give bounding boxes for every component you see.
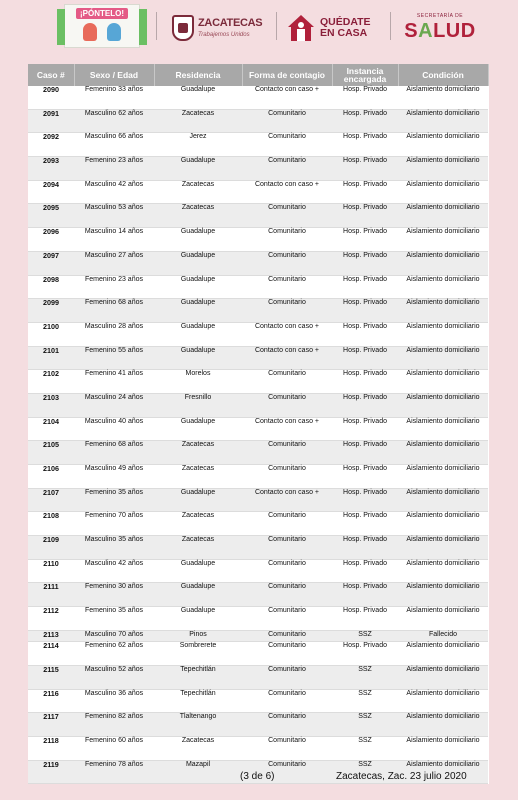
condition-cell: Aislamiento domiciliario [398, 346, 488, 370]
responsible-institution-cell: SSZ [332, 666, 398, 690]
condition-cell: Aislamiento domiciliario [398, 689, 488, 713]
column-header: Sexo / Edad [74, 64, 154, 86]
contagion-type-cell: Comunitario [242, 559, 332, 583]
case-number-cell: 2095 [28, 204, 74, 228]
table-row [28, 228, 488, 252]
residence-cell: Zacatecas [154, 441, 242, 465]
contagion-type-cell: Comunitario [242, 666, 332, 690]
table-row [28, 488, 488, 512]
condition-cell: Aislamiento domiciliario [398, 713, 488, 737]
condition-cell: Aislamiento domiciliario [398, 109, 488, 133]
table-row [28, 322, 488, 346]
table-row [28, 689, 488, 713]
sex-age-cell: Femenino 23 años [74, 157, 154, 181]
responsible-institution-cell: Hosp. Privado [332, 346, 398, 370]
case-number-cell: 2115 [28, 666, 74, 690]
salud-subtitle: SECRETARÍA DE [416, 13, 464, 19]
table-row [28, 441, 488, 465]
case-number-cell: 2096 [28, 228, 74, 252]
column-header: Instancia encargada [332, 64, 398, 86]
table-row [28, 393, 488, 417]
sex-age-cell: Masculino 52 años [74, 666, 154, 690]
condition-cell: Aislamiento domiciliario [398, 251, 488, 275]
responsible-institution-cell: Hosp. Privado [332, 180, 398, 204]
header-divider [276, 12, 277, 40]
contagion-type-cell: Comunitario [242, 536, 332, 560]
contagion-type-cell: Comunitario [242, 157, 332, 181]
sex-age-cell: Femenino 62 años [74, 642, 154, 666]
contagion-type-cell: Comunitario [242, 393, 332, 417]
table-row [28, 417, 488, 441]
sex-age-cell: Femenino 33 años [74, 86, 154, 109]
table-row [28, 133, 488, 157]
residence-cell: Mazapil [154, 760, 242, 784]
table-row [28, 251, 488, 275]
case-number-cell: 2091 [28, 109, 74, 133]
sex-age-cell: Masculino 35 años [74, 536, 154, 560]
case-number-cell: 2104 [28, 417, 74, 441]
residence-cell: Guadalupe [154, 228, 242, 252]
responsible-institution-cell: Hosp. Privado [332, 393, 398, 417]
contagion-type-cell: Contacto con caso + [242, 346, 332, 370]
case-number-cell: 2113 [28, 630, 74, 642]
residence-cell: Pinos [154, 630, 242, 642]
responsible-institution-cell: SSZ [332, 760, 398, 784]
sex-age-cell: Femenino 35 años [74, 488, 154, 512]
header-divider [390, 12, 391, 40]
residence-cell: Guadalupe [154, 275, 242, 299]
condition-cell: Aislamiento domiciliario [398, 299, 488, 323]
case-number-cell: 2098 [28, 275, 74, 299]
case-number-cell: 2101 [28, 346, 74, 370]
sex-age-cell: Masculino 66 años [74, 133, 154, 157]
contagion-type-cell: Comunitario [242, 465, 332, 489]
pontelo-side-stripe-left [57, 9, 65, 45]
case-number-cell: 2102 [28, 370, 74, 394]
condition-cell: Aislamiento domiciliario [398, 133, 488, 157]
sex-age-cell: Masculino 70 años [74, 630, 154, 642]
residence-cell: Guadalupe [154, 322, 242, 346]
contagion-type-cell: Comunitario [242, 630, 332, 642]
responsible-institution-cell: Hosp. Privado [332, 488, 398, 512]
sex-age-cell: Femenino 30 años [74, 583, 154, 607]
condition-cell: Aislamiento domiciliario [398, 370, 488, 394]
case-number-cell: 2093 [28, 157, 74, 181]
condition-cell: Aislamiento domiciliario [398, 737, 488, 761]
sex-age-cell: Masculino 36 años [74, 689, 154, 713]
contagion-type-cell: Comunitario [242, 204, 332, 228]
zacatecas-name: ZACATECAS [198, 17, 263, 29]
column-header: Forma de contagio [242, 64, 332, 86]
residence-cell: Guadalupe [154, 417, 242, 441]
mask-figures-icon [83, 23, 121, 41]
residence-cell: Tepechitlán [154, 666, 242, 690]
residence-cell: Zacatecas [154, 180, 242, 204]
residence-cell: Guadalupe [154, 157, 242, 181]
residence-cell: Guadalupe [154, 346, 242, 370]
column-header: Residencia [154, 64, 242, 86]
condition-cell: Fallecido [398, 630, 488, 642]
responsible-institution-cell: Hosp. Privado [332, 465, 398, 489]
condition-cell: Aislamiento domiciliario [398, 559, 488, 583]
condition-cell: Aislamiento domiciliario [398, 536, 488, 560]
column-header: Condición [398, 64, 488, 86]
residence-cell: Zacatecas [154, 465, 242, 489]
condition-cell: Aislamiento domiciliario [398, 642, 488, 666]
sex-age-cell: Masculino 42 años [74, 180, 154, 204]
residence-cell: Guadalupe [154, 86, 242, 109]
case-number-cell: 2108 [28, 512, 74, 536]
case-number-cell: 2094 [28, 180, 74, 204]
column-header: Caso # [28, 64, 74, 86]
sex-age-cell: Masculino 24 años [74, 393, 154, 417]
case-number-cell: 2092 [28, 133, 74, 157]
case-number-cell: 2111 [28, 583, 74, 607]
table-row [28, 512, 488, 536]
table-row [28, 536, 488, 560]
residence-cell: Tepechitlán [154, 689, 242, 713]
table-row [28, 465, 488, 489]
contagion-type-cell: Comunitario [242, 642, 332, 666]
case-number-cell: 2116 [28, 689, 74, 713]
contagion-type-cell: Comunitario [242, 737, 332, 761]
quedate-en-casa-logo [286, 10, 382, 46]
table-row [28, 583, 488, 607]
contagion-type-cell: Comunitario [242, 713, 332, 737]
condition-cell: Aislamiento domiciliario [398, 760, 488, 784]
sex-age-cell: Femenino 68 años [74, 299, 154, 323]
sex-age-cell: Masculino 28 años [74, 322, 154, 346]
contagion-type-cell: Comunitario [242, 370, 332, 394]
sex-age-cell: Femenino 70 años [74, 512, 154, 536]
responsible-institution-cell: Hosp. Privado [332, 642, 398, 666]
case-number-cell: 2114 [28, 642, 74, 666]
residence-cell: Zacatecas [154, 204, 242, 228]
sex-age-cell: Masculino 49 años [74, 465, 154, 489]
case-number-cell: 2119 [28, 760, 74, 784]
responsible-institution-cell: Hosp. Privado [332, 370, 398, 394]
responsible-institution-cell: Hosp. Privado [332, 299, 398, 323]
contagion-type-cell: Contacto con caso + [242, 417, 332, 441]
table-row [28, 666, 488, 690]
sex-age-cell: Femenino 68 años [74, 441, 154, 465]
responsible-institution-cell: Hosp. Privado [332, 251, 398, 275]
contagion-type-cell: Contacto con caso + [242, 322, 332, 346]
residence-cell: Morelos [154, 370, 242, 394]
header-divider [156, 12, 157, 40]
condition-cell: Aislamiento domiciliario [398, 86, 488, 109]
quedate-line-1: QUÉDATE [320, 15, 371, 28]
condition-cell: Aislamiento domiciliario [398, 465, 488, 489]
contagion-type-cell: Comunitario [242, 512, 332, 536]
table-row [28, 370, 488, 394]
responsible-institution-cell: SSZ [332, 689, 398, 713]
contagion-type-cell: Comunitario [242, 228, 332, 252]
responsible-institution-cell: Hosp. Privado [332, 441, 398, 465]
residence-cell: Fresnillo [154, 393, 242, 417]
residence-cell: Zacatecas [154, 512, 242, 536]
cases-table [28, 64, 489, 784]
responsible-institution-cell: Hosp. Privado [332, 417, 398, 441]
condition-cell: Aislamiento domiciliario [398, 488, 488, 512]
responsible-institution-cell: Hosp. Privado [332, 157, 398, 181]
table-row [28, 109, 488, 133]
table-row [28, 642, 488, 666]
sex-age-cell: Masculino 42 años [74, 559, 154, 583]
residence-cell: Zacatecas [154, 109, 242, 133]
salud-name: SALUD [404, 20, 476, 42]
table-row [28, 630, 488, 642]
residence-cell: Guadalupe [154, 583, 242, 607]
condition-cell: Aislamiento domiciliario [398, 180, 488, 204]
case-number-cell: 2110 [28, 559, 74, 583]
responsible-institution-cell: Hosp. Privado [332, 536, 398, 560]
condition-cell: Aislamiento domiciliario [398, 322, 488, 346]
residence-cell: Sombrerete [154, 642, 242, 666]
case-number-cell: 2109 [28, 536, 74, 560]
residence-cell: Guadalupe [154, 488, 242, 512]
condition-cell: Aislamiento domiciliario [398, 666, 488, 690]
condition-cell: Aislamiento domiciliario [398, 512, 488, 536]
responsible-institution-cell: Hosp. Privado [332, 228, 398, 252]
condition-cell: Aislamiento domiciliario [398, 583, 488, 607]
pontelo-badge [64, 4, 140, 48]
responsible-institution-cell: Hosp. Privado [332, 512, 398, 536]
table-row [28, 299, 488, 323]
contagion-type-cell: Contacto con caso + [242, 488, 332, 512]
sex-age-cell: Femenino 23 años [74, 275, 154, 299]
contagion-type-cell: Comunitario [242, 275, 332, 299]
residence-cell: Zacatecas [154, 737, 242, 761]
house-icon [286, 13, 316, 43]
residence-cell: Jerez [154, 133, 242, 157]
residence-cell: Guadalupe [154, 607, 242, 631]
table-row [28, 737, 488, 761]
responsible-institution-cell: SSZ [332, 630, 398, 642]
contagion-type-cell: Contacto con caso + [242, 180, 332, 204]
sex-age-cell: Femenino 78 años [74, 760, 154, 784]
sex-age-cell: Femenino 55 años [74, 346, 154, 370]
table-row [28, 713, 488, 737]
residence-cell: Guadalupe [154, 559, 242, 583]
pontelo-title: ¡PÓNTELO! [76, 8, 128, 19]
condition-cell: Aislamiento domiciliario [398, 607, 488, 631]
responsible-institution-cell: SSZ [332, 713, 398, 737]
condition-cell: Aislamiento domiciliario [398, 275, 488, 299]
sex-age-cell: Masculino 53 años [74, 204, 154, 228]
table-row [28, 275, 488, 299]
contagion-type-cell: Comunitario [242, 251, 332, 275]
case-number-cell: 2099 [28, 299, 74, 323]
residence-cell: Guadalupe [154, 251, 242, 275]
sex-age-cell: Femenino 60 años [74, 737, 154, 761]
contagion-type-cell: Comunitario [242, 583, 332, 607]
residence-cell: Zacatecas [154, 536, 242, 560]
condition-cell: Aislamiento domiciliario [398, 157, 488, 181]
contagion-type-cell: Comunitario [242, 441, 332, 465]
sex-age-cell: Femenino 82 años [74, 713, 154, 737]
sex-age-cell: Femenino 35 años [74, 607, 154, 631]
table-header-row [28, 64, 488, 86]
responsible-institution-cell: Hosp. Privado [332, 86, 398, 109]
contagion-type-cell: Comunitario [242, 689, 332, 713]
sex-age-cell: Masculino 14 años [74, 228, 154, 252]
condition-cell: Aislamiento domiciliario [398, 228, 488, 252]
condition-cell: Aislamiento domiciliario [398, 204, 488, 228]
case-number-cell: 2106 [28, 465, 74, 489]
responsible-institution-cell: Hosp. Privado [332, 583, 398, 607]
zacatecas-logo [172, 10, 268, 46]
quedate-line-2: EN CASA [320, 27, 368, 39]
table-row [28, 157, 488, 181]
residence-cell: Tlaltenango [154, 713, 242, 737]
residence-cell: Guadalupe [154, 299, 242, 323]
sex-age-cell: Masculino 62 años [74, 109, 154, 133]
contagion-type-cell: Comunitario [242, 299, 332, 323]
table-row [28, 559, 488, 583]
contagion-type-cell: Comunitario [242, 760, 332, 784]
sex-age-cell: Masculino 40 años [74, 417, 154, 441]
case-number-cell: 2117 [28, 713, 74, 737]
responsible-institution-cell: Hosp. Privado [332, 204, 398, 228]
responsible-institution-cell: Hosp. Privado [332, 607, 398, 631]
responsible-institution-cell: Hosp. Privado [332, 275, 398, 299]
secretaria-salud-logo [394, 10, 486, 46]
contagion-type-cell: Comunitario [242, 133, 332, 157]
header-banner [0, 0, 518, 58]
case-number-cell: 2118 [28, 737, 74, 761]
condition-cell: Aislamiento domiciliario [398, 393, 488, 417]
zacatecas-motto: Trabajemos Unidos [198, 32, 250, 38]
case-number-cell: 2112 [28, 607, 74, 631]
table-row [28, 204, 488, 228]
responsible-institution-cell: Hosp. Privado [332, 133, 398, 157]
contagion-type-cell: Contacto con caso + [242, 86, 332, 109]
contagion-type-cell: Comunitario [242, 109, 332, 133]
page-number: (3 de 6) [240, 771, 275, 782]
table-row [28, 607, 488, 631]
table-row [28, 86, 488, 109]
condition-cell: Aislamiento domiciliario [398, 417, 488, 441]
responsible-institution-cell: Hosp. Privado [332, 322, 398, 346]
case-number-cell: 2107 [28, 488, 74, 512]
case-number-cell: 2090 [28, 86, 74, 109]
case-number-cell: 2105 [28, 441, 74, 465]
sex-age-cell: Femenino 41 años [74, 370, 154, 394]
contagion-type-cell: Comunitario [242, 607, 332, 631]
case-number-cell: 2097 [28, 251, 74, 275]
case-number-cell: 2103 [28, 393, 74, 417]
table-row [28, 180, 488, 204]
place-date: Zacatecas, Zac. 23 julio 2020 [336, 771, 467, 782]
case-number-cell: 2100 [28, 322, 74, 346]
responsible-institution-cell: SSZ [332, 737, 398, 761]
responsible-institution-cell: Hosp. Privado [332, 559, 398, 583]
sex-age-cell: Masculino 27 años [74, 251, 154, 275]
pontelo-side-stripe-right [139, 9, 147, 45]
zacatecas-shield-icon [172, 15, 194, 41]
responsible-institution-cell: Hosp. Privado [332, 109, 398, 133]
table-row [28, 346, 488, 370]
condition-cell: Aislamiento domiciliario [398, 441, 488, 465]
